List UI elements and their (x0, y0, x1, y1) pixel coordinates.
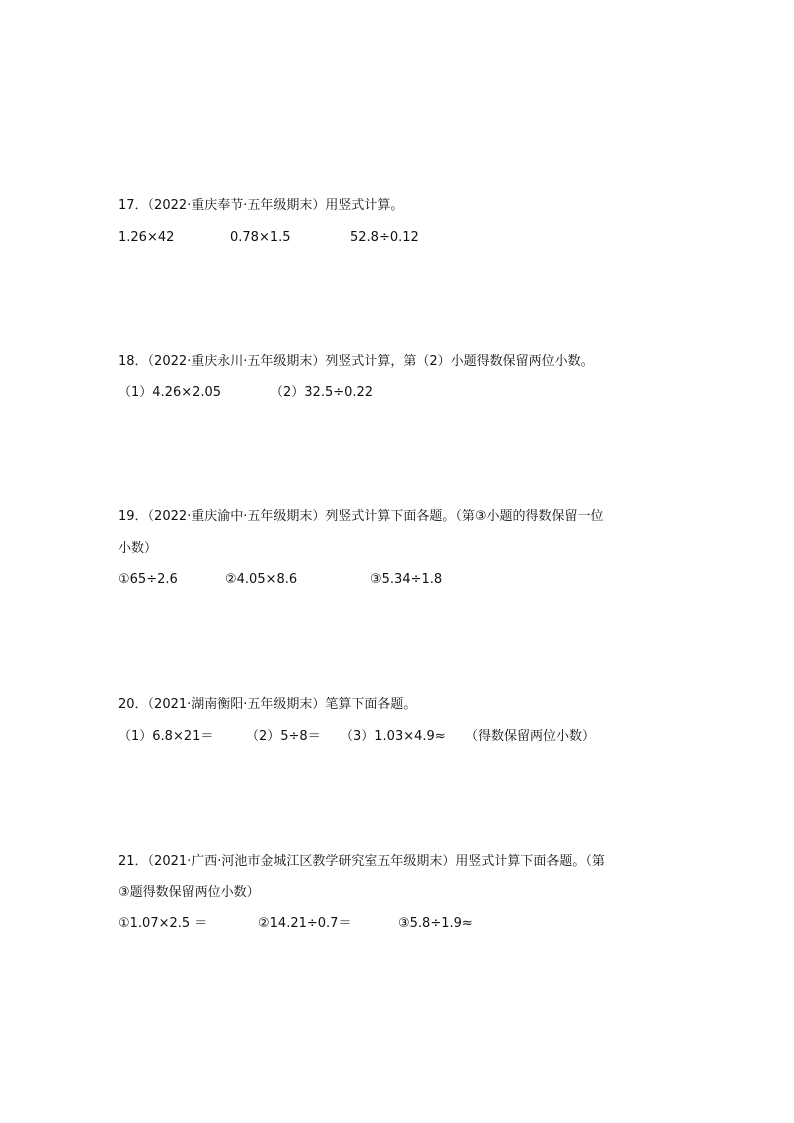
question-21-header-line1: 21．（2021·广西·河池市金城江区教学研究室五年级期末）用竖式计算下面各题。（第 (118, 854, 605, 869)
question-17-header: 17．（2022·重庆奉节·五年级期末）用竖式计算。 (118, 198, 404, 213)
question-21-header-line2: ③题得数保留两位小数） (118, 885, 260, 900)
question-19-item-3: ③5.34÷1.8 (370, 572, 443, 587)
question-17-item-1: 1.26×42 (118, 230, 175, 245)
question-20-header: 20．（2021·湖南衡阳·五年级期末）笔算下面各题。 (118, 697, 417, 712)
question-19-item-1: ①65÷2.6 (118, 572, 178, 587)
question-21-item-3: ③5.8÷1.9≈ (398, 916, 473, 931)
question-20-note: （得数保留两位小数） (465, 729, 596, 744)
question-17-item-2: 0.78×1.5 (230, 230, 291, 245)
question-20-item-1: （1）6.8×21＝ (118, 729, 214, 744)
question-18-header: 18．（2022·重庆永川·五年级期末）列竖式计算，第（2）小题得数保留两位小数。 (118, 354, 594, 369)
question-18-item-1: （1）4.26×2.05 (118, 385, 222, 400)
question-19-header-line2: 小数） (118, 541, 158, 556)
question-20-item-2: （2）5÷8＝ (246, 729, 321, 744)
question-21-item-2: ②14.21÷0.7＝ (258, 916, 352, 931)
question-18-item-2: （2）32.5÷0.22 (270, 385, 374, 400)
question-19-item-2: ②4.05×8.6 (225, 572, 298, 587)
question-19-header-line1: 19．（2022·重庆渝中·五年级期末）列竖式计算下面各题。（第③小题的得数保留一位 (118, 509, 604, 524)
question-20-item-3: （3）1.03×4.9≈ (340, 729, 446, 744)
question-17-item-3: 52.8÷0.12 (350, 230, 419, 245)
question-21-item-1: ①1.07×2.5 ＝ (118, 916, 208, 931)
